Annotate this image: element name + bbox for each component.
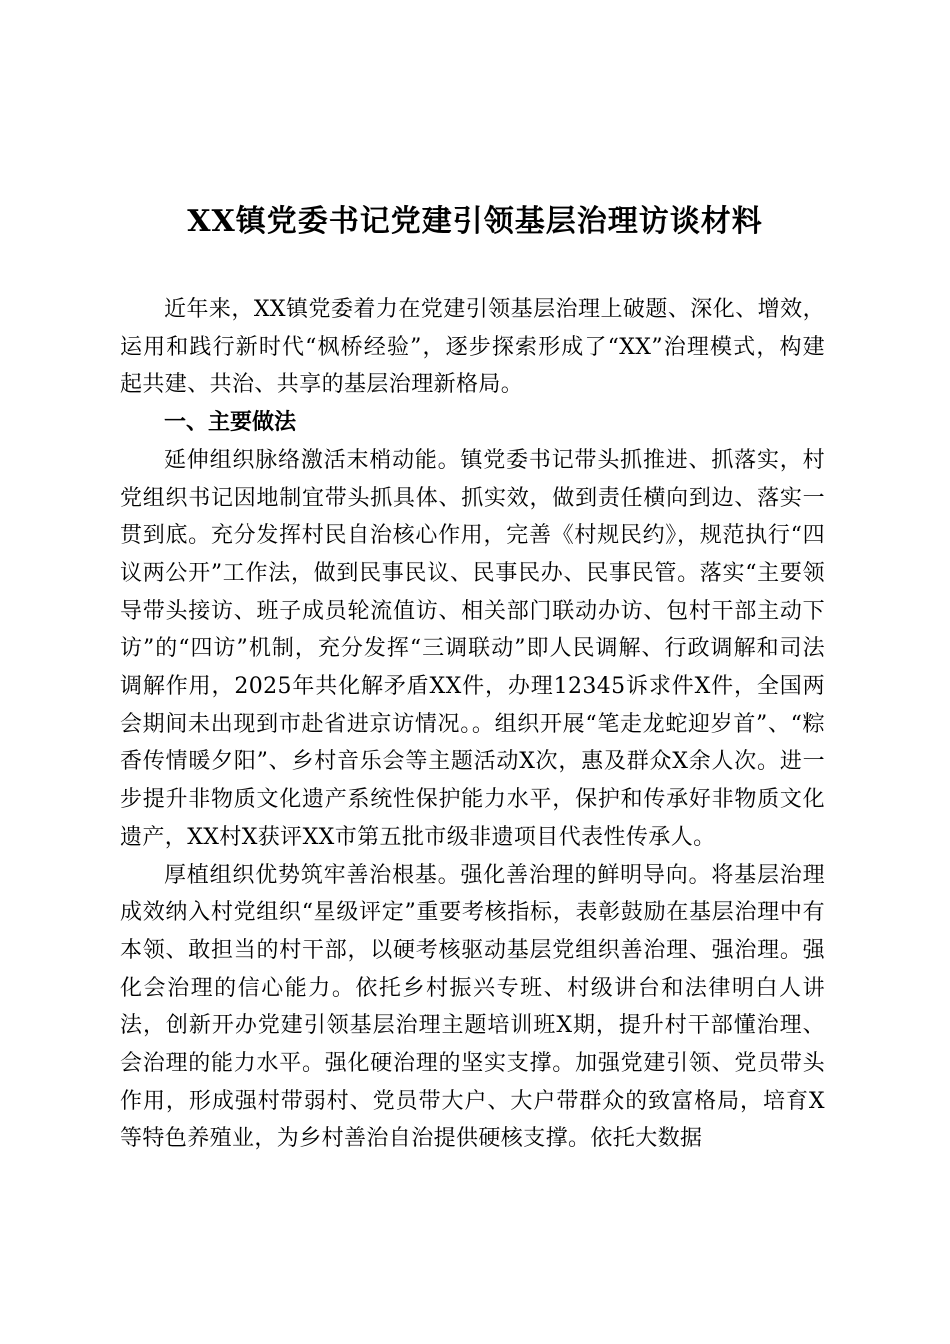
intro-paragraph: 近年来，XX镇党委着力在党建引领基层治理上破题、深化、增效，运用和践行新时代“枫桥经验”，逐步探索形成了“XX”治理模式，构建起共建、共治、共享的基层治理新格局。 <box>120 297 825 398</box>
section-heading-main-practices: 一、主要做法 <box>164 410 297 436</box>
document-body <box>120 291 825 1158</box>
document-title: XX镇党委书记党建引领基层治理访谈材料 <box>187 204 763 239</box>
body-paragraph-2: 厚植组织优势筑牢善治根基。强化善治理的鲜明导向。将基层治理成效纳入村党组织“星级评定”重要考核指标，表彰鼓励在基层治理中有本领、敢担当的村干部，以硬考核驱动基层党组织善治理、强治理。强化会治理的信心能力。依托乡村振兴专班、村级讲台和法律明白人讲法，创新开办党建引领基层治理主题培训班X期，提升村干部懂治理、会治理的能力水平。强化硬治理的坚实支撑。加强党建引领、党员带头作用，形成强村带弱村、党员带大户、大户带群众的致富格局，培育X等特色养殖业，为乡村善治自治提供硬核支撑。依托大数据 <box>120 862 825 1152</box>
body-paragraph-1: 延伸组织脉络激活末梢动能。镇党委书记带头抓推进、抓落实，村党组织书记因地制宜带头抓具体、抓实效，做到责任横向到边、落实一贯到底。充分发挥村民自治核心作用，完善《村规民约》，规范执行“四议两公开”工作法，做到民事民议、民事民办、民事民管。落实“主要领导带头接访、班子成员轮流值访、相关部门联动办访、包村干部主动下访”的“四访”机制，充分发挥“三调联动”即人民调解、行政调解和司法调解作用，2025年共化解矛盾XX件，办理12345诉求件X件，全国两会期间未出现到市赴省进京访情况。。组织开展“笔走龙蛇迎岁首”、“粽香传情暖夕阳”、乡村音乐会等主题活动X次，惠及群众X余人次。进一步提升非物质文化遗产系统性保护能力水平，保护和传承好非物质文化遗产，XX村X获评XX市第五批市级非遗项目代表性传承人。 <box>120 447 825 850</box>
